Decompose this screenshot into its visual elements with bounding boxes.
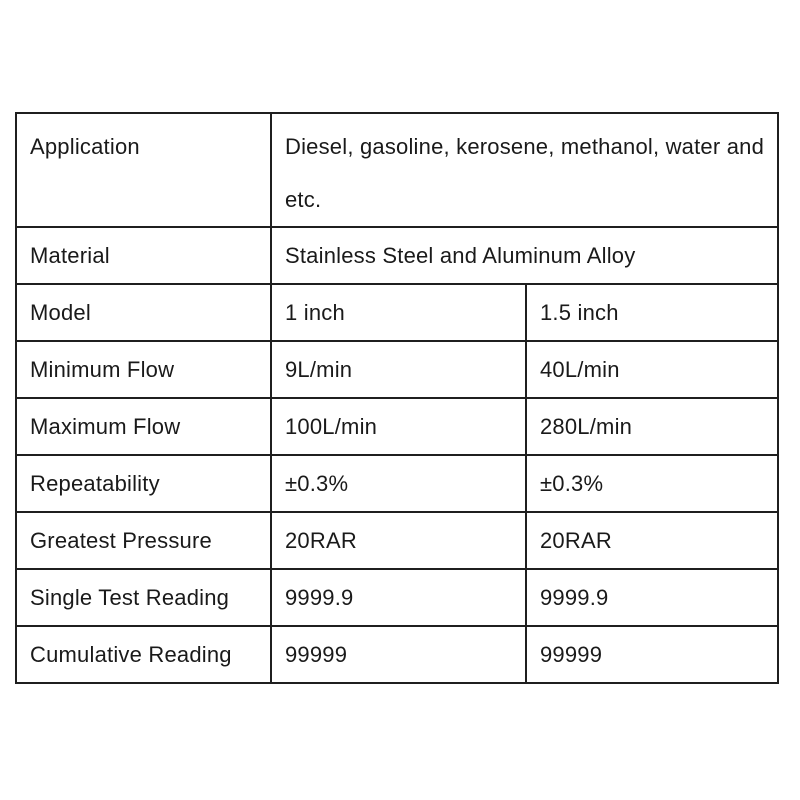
spec-label-cell: Material: [16, 227, 271, 284]
table-row: [16, 227, 778, 284]
specs-table: [15, 112, 779, 684]
spec-value-cell: 9999.9: [526, 569, 778, 626]
spec-value-cell: 99999: [526, 626, 778, 683]
spec-label-cell: Minimum Flow: [16, 341, 271, 398]
table-row: [16, 626, 778, 683]
spec-value-cell: 99999: [271, 626, 526, 683]
spec-label-cell: Maximum Flow: [16, 398, 271, 455]
spec-value-cell: 1.5 inch: [526, 284, 778, 341]
spec-value-cell: Stainless Steel and Aluminum Alloy: [271, 227, 778, 284]
spec-label-cell: Model: [16, 284, 271, 341]
specs-table-container: [15, 112, 779, 684]
table-row: [16, 113, 778, 227]
spec-value-cell: 9L/min: [271, 341, 526, 398]
spec-value-cell: Diesel, gasoline, kerosene, methanol, water and etc.: [271, 113, 778, 227]
spec-label-cell: Cumulative Reading: [16, 626, 271, 683]
spec-value-cell: 100L/min: [271, 398, 526, 455]
spec-value-cell: 40L/min: [526, 341, 778, 398]
table-row: [16, 455, 778, 512]
spec-label-cell: Single Test Reading: [16, 569, 271, 626]
spec-value-cell: 9999.9: [271, 569, 526, 626]
table-row: [16, 398, 778, 455]
table-row: [16, 569, 778, 626]
spec-value-cell: 20RAR: [271, 512, 526, 569]
spec-value-cell: ±0.3%: [271, 455, 526, 512]
spec-value-cell: ±0.3%: [526, 455, 778, 512]
spec-label-cell: Application: [16, 113, 271, 227]
table-row: [16, 512, 778, 569]
specs-table-body: [16, 113, 778, 683]
spec-value-cell: 20RAR: [526, 512, 778, 569]
spec-label-cell: Greatest Pressure: [16, 512, 271, 569]
spec-label-cell: Repeatability: [16, 455, 271, 512]
spec-value-cell: 280L/min: [526, 398, 778, 455]
table-row: [16, 284, 778, 341]
table-row: [16, 341, 778, 398]
spec-value-cell: 1 inch: [271, 284, 526, 341]
